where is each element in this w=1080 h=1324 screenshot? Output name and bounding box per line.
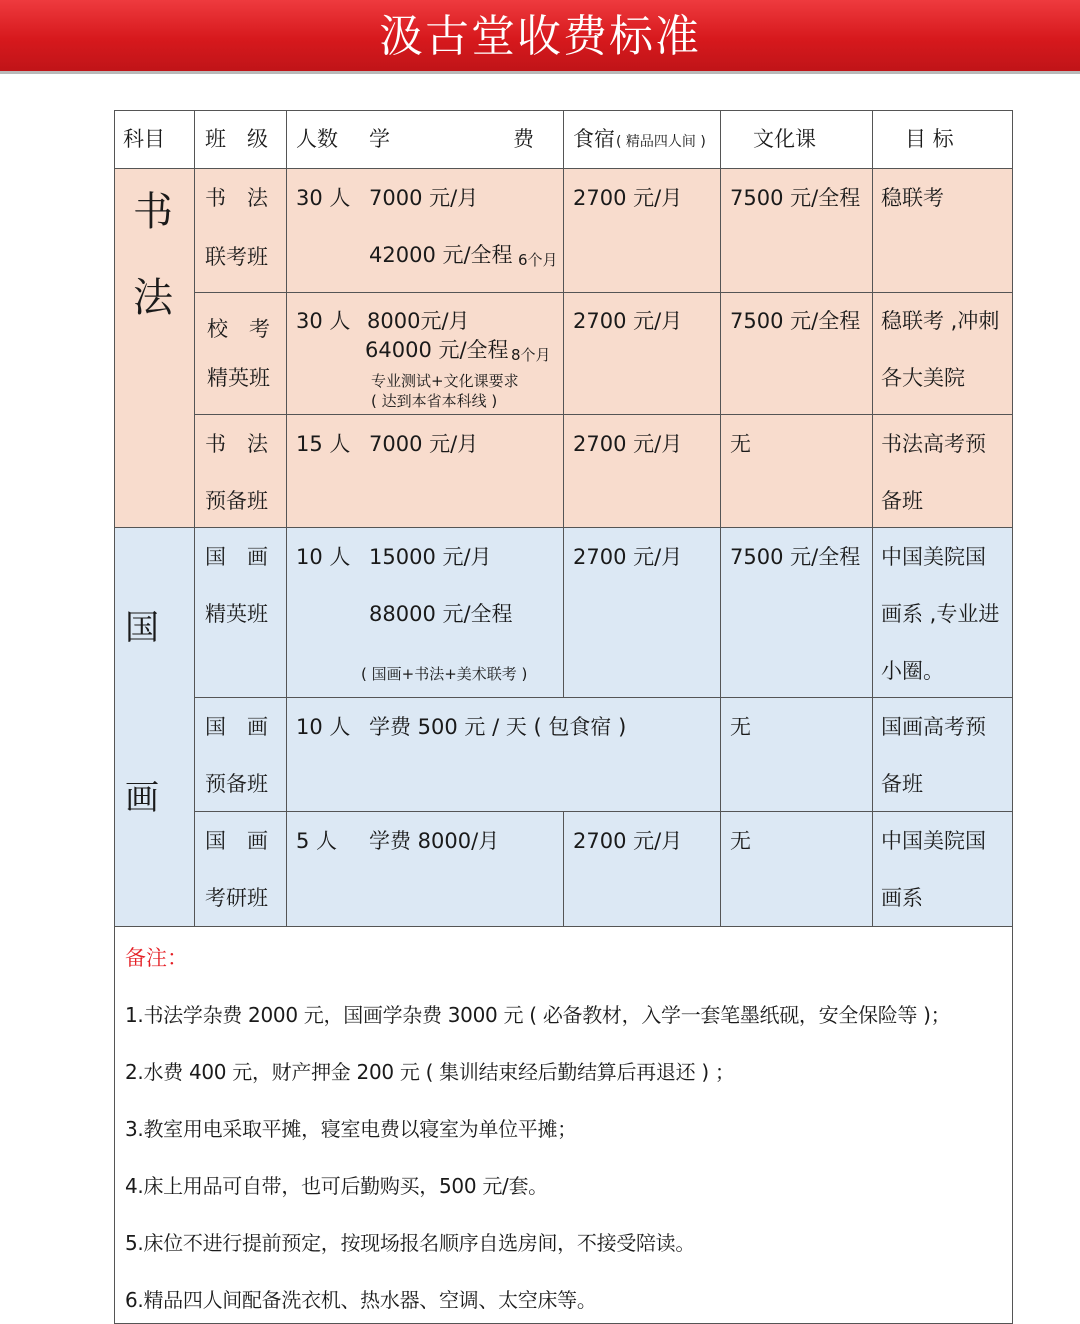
subject-painting-char-1: 国: [125, 608, 159, 648]
table-row-culture: [721, 812, 873, 927]
fee-line-1: 7000 元/月: [369, 186, 479, 210]
header-goal: [873, 111, 1012, 169]
header-class-label: 班 级: [205, 127, 268, 151]
fee-line-3: 专业测试+文化课要求: [371, 372, 519, 390]
class-name-line-1: 书 法: [205, 432, 268, 456]
class-name-line-2: 精英班: [205, 602, 268, 626]
goal-line-2: 画系 ,专业进: [881, 602, 1000, 626]
table-row-class: [195, 169, 287, 293]
table-row-lodging: [564, 293, 721, 415]
header-lodging-note: ( 精品四人间 ): [616, 134, 706, 150]
notes-section: [115, 927, 1012, 1323]
goal-line-1: 稳联考: [881, 186, 944, 210]
fee-table: [114, 110, 1013, 1324]
header-culture: [721, 111, 873, 169]
table-row-class: [195, 698, 287, 812]
lodging-fee: 2700 元/月: [573, 309, 683, 333]
class-count: 15 人: [296, 432, 351, 456]
goal-line-3: 小圈。: [881, 659, 944, 683]
title-banner: [0, 0, 1080, 74]
note-item: 4.床上用品可自带，也可后勤购买，500 元/套。: [125, 1174, 548, 1198]
subject-painting-char-2: 画: [125, 778, 159, 818]
fee-line-4: ( 达到本省本科线 ): [371, 392, 498, 410]
fee-line-1: 学费 500 元 / 天 ( 包食宿 ): [369, 715, 627, 739]
culture-fee: 7500 元/全程: [730, 545, 861, 569]
note-item: 6.精品四人间配备洗衣机、热水器、空调、太空床等。: [125, 1288, 597, 1312]
subject-calligraphy: [115, 169, 195, 528]
header-count-fee: [287, 111, 564, 169]
lodging-fee: 2700 元/月: [573, 545, 683, 569]
class-name-line-1: 书 法: [205, 186, 268, 210]
goal-line-2: 画系: [881, 886, 923, 910]
header-count-label: 人数: [296, 127, 338, 151]
table-row-class: [195, 812, 287, 927]
table-row-goal: [873, 415, 1012, 528]
note-item: 3.教室用电采取平摊，寝室电费以寝室为单位平摊；: [125, 1117, 577, 1141]
class-count: 30 人: [296, 186, 351, 210]
class-name-line-2: 预备班: [205, 489, 268, 513]
culture-fee: 无: [730, 715, 751, 739]
goal-line-1: 中国美院国: [881, 829, 986, 853]
table-row-class: [195, 415, 287, 528]
table-row-fee: [287, 812, 564, 927]
header-subject-label: 科目: [123, 127, 165, 151]
header-lodging: [564, 111, 721, 169]
header-lodging-label: 食宿: [573, 127, 615, 151]
table-row-culture: [721, 528, 873, 698]
notes-title: 备注：: [125, 946, 188, 970]
fee-line-2-note: 8个月: [511, 346, 551, 364]
fee-line-1: 7000 元/月: [369, 432, 479, 456]
table-row-culture: [721, 293, 873, 415]
lodging-fee: 2700 元/月: [573, 432, 683, 456]
class-count: 5 人: [296, 829, 338, 853]
culture-fee: 7500 元/全程: [730, 186, 861, 210]
subject-calligraphy-char-2: 法: [133, 275, 173, 321]
culture-fee: 7500 元/全程: [730, 309, 861, 333]
subject-painting: [115, 528, 195, 927]
table-row-fee: [287, 293, 564, 415]
fee-line-1: 8000元/月: [367, 309, 470, 333]
class-name-line-1: 国 画: [205, 715, 268, 739]
class-name-line-1: 校 考: [207, 317, 270, 341]
header-goal-label: 目 标: [905, 127, 954, 151]
class-name-line-2: 预备班: [205, 772, 268, 796]
fee-line-2: 42000 元/全程: [369, 243, 513, 267]
fee-line-2: 88000 元/全程: [369, 602, 513, 626]
note-item: 5.床位不进行提前预定，按现场报名顺序自选房间，不接受陪读。: [125, 1231, 696, 1255]
table-row-culture: [721, 415, 873, 528]
table-row-lodging: [564, 415, 721, 528]
table-row-fee: [287, 528, 564, 698]
culture-fee: 无: [730, 432, 751, 456]
table-row-goal: [873, 169, 1012, 293]
goal-line-2: 备班: [881, 489, 923, 513]
table-row-lodging: [564, 169, 721, 293]
goal-line-2: 各大美院: [881, 366, 965, 390]
fee-line-1: 学费 8000/月: [369, 829, 500, 853]
class-count: 30 人: [296, 309, 351, 333]
fee-line-2: 64000 元/全程: [365, 338, 509, 362]
class-name-line-1: 国 画: [205, 829, 268, 853]
header-fee-label-b: 费: [513, 127, 534, 151]
header-subject: [115, 111, 195, 169]
note-item: 2.水费 400 元，财产押金 200 元 ( 集训结束经后勤结算后再退还 ) ；: [125, 1060, 735, 1084]
class-name-line-2: 精英班: [207, 366, 270, 390]
header-culture-label: 文化课: [753, 127, 816, 151]
fee-line-1: 15000 元/月: [369, 545, 492, 569]
table-row-culture: [721, 169, 873, 293]
table-row-lodging: [564, 812, 721, 927]
page-title: 汲古堂收费标准: [379, 11, 701, 62]
table-row-goal: [873, 293, 1012, 415]
goal-line-1: 中国美院国: [881, 545, 986, 569]
class-name-line-1: 国 画: [205, 545, 268, 569]
table-row-class: [195, 293, 287, 415]
fee-line-2-note: 6个月: [518, 251, 558, 269]
table-row-fee: [287, 698, 721, 812]
header-fee-label-a: 学: [369, 127, 390, 151]
subject-calligraphy-char-1: 书: [133, 189, 173, 235]
table-row-culture: [721, 698, 873, 812]
table-row-goal: [873, 698, 1012, 812]
table-row-fee: [287, 169, 564, 293]
class-name-line-2: 联考班: [205, 245, 268, 269]
fee-line-3: ( 国画+书法+美术联考 ): [361, 665, 528, 683]
lodging-fee: 2700 元/月: [573, 186, 683, 210]
class-name-line-2: 考研班: [205, 886, 268, 910]
table-row-fee: [287, 415, 564, 528]
class-count: 10 人: [296, 715, 351, 739]
culture-fee: 无: [730, 829, 751, 853]
note-item: 1.书法学杂费 2000 元，国画学杂费 3000 元 ( 必备教材，入学一套笔墨纸砚，安全保险等 )；: [125, 1003, 951, 1027]
goal-line-1: 稳联考 ,冲刺: [881, 309, 1000, 333]
class-count: 10 人: [296, 545, 351, 569]
table-row-goal: [873, 812, 1012, 927]
lodging-fee: 2700 元/月: [573, 829, 683, 853]
header-class: [195, 111, 287, 169]
table-row-goal: [873, 528, 1012, 698]
table-row-lodging: [564, 528, 721, 698]
table-row-class: [195, 528, 287, 698]
goal-line-1: 书法高考预: [881, 432, 986, 456]
goal-line-1: 国画高考预: [881, 715, 986, 739]
goal-line-2: 备班: [881, 772, 923, 796]
